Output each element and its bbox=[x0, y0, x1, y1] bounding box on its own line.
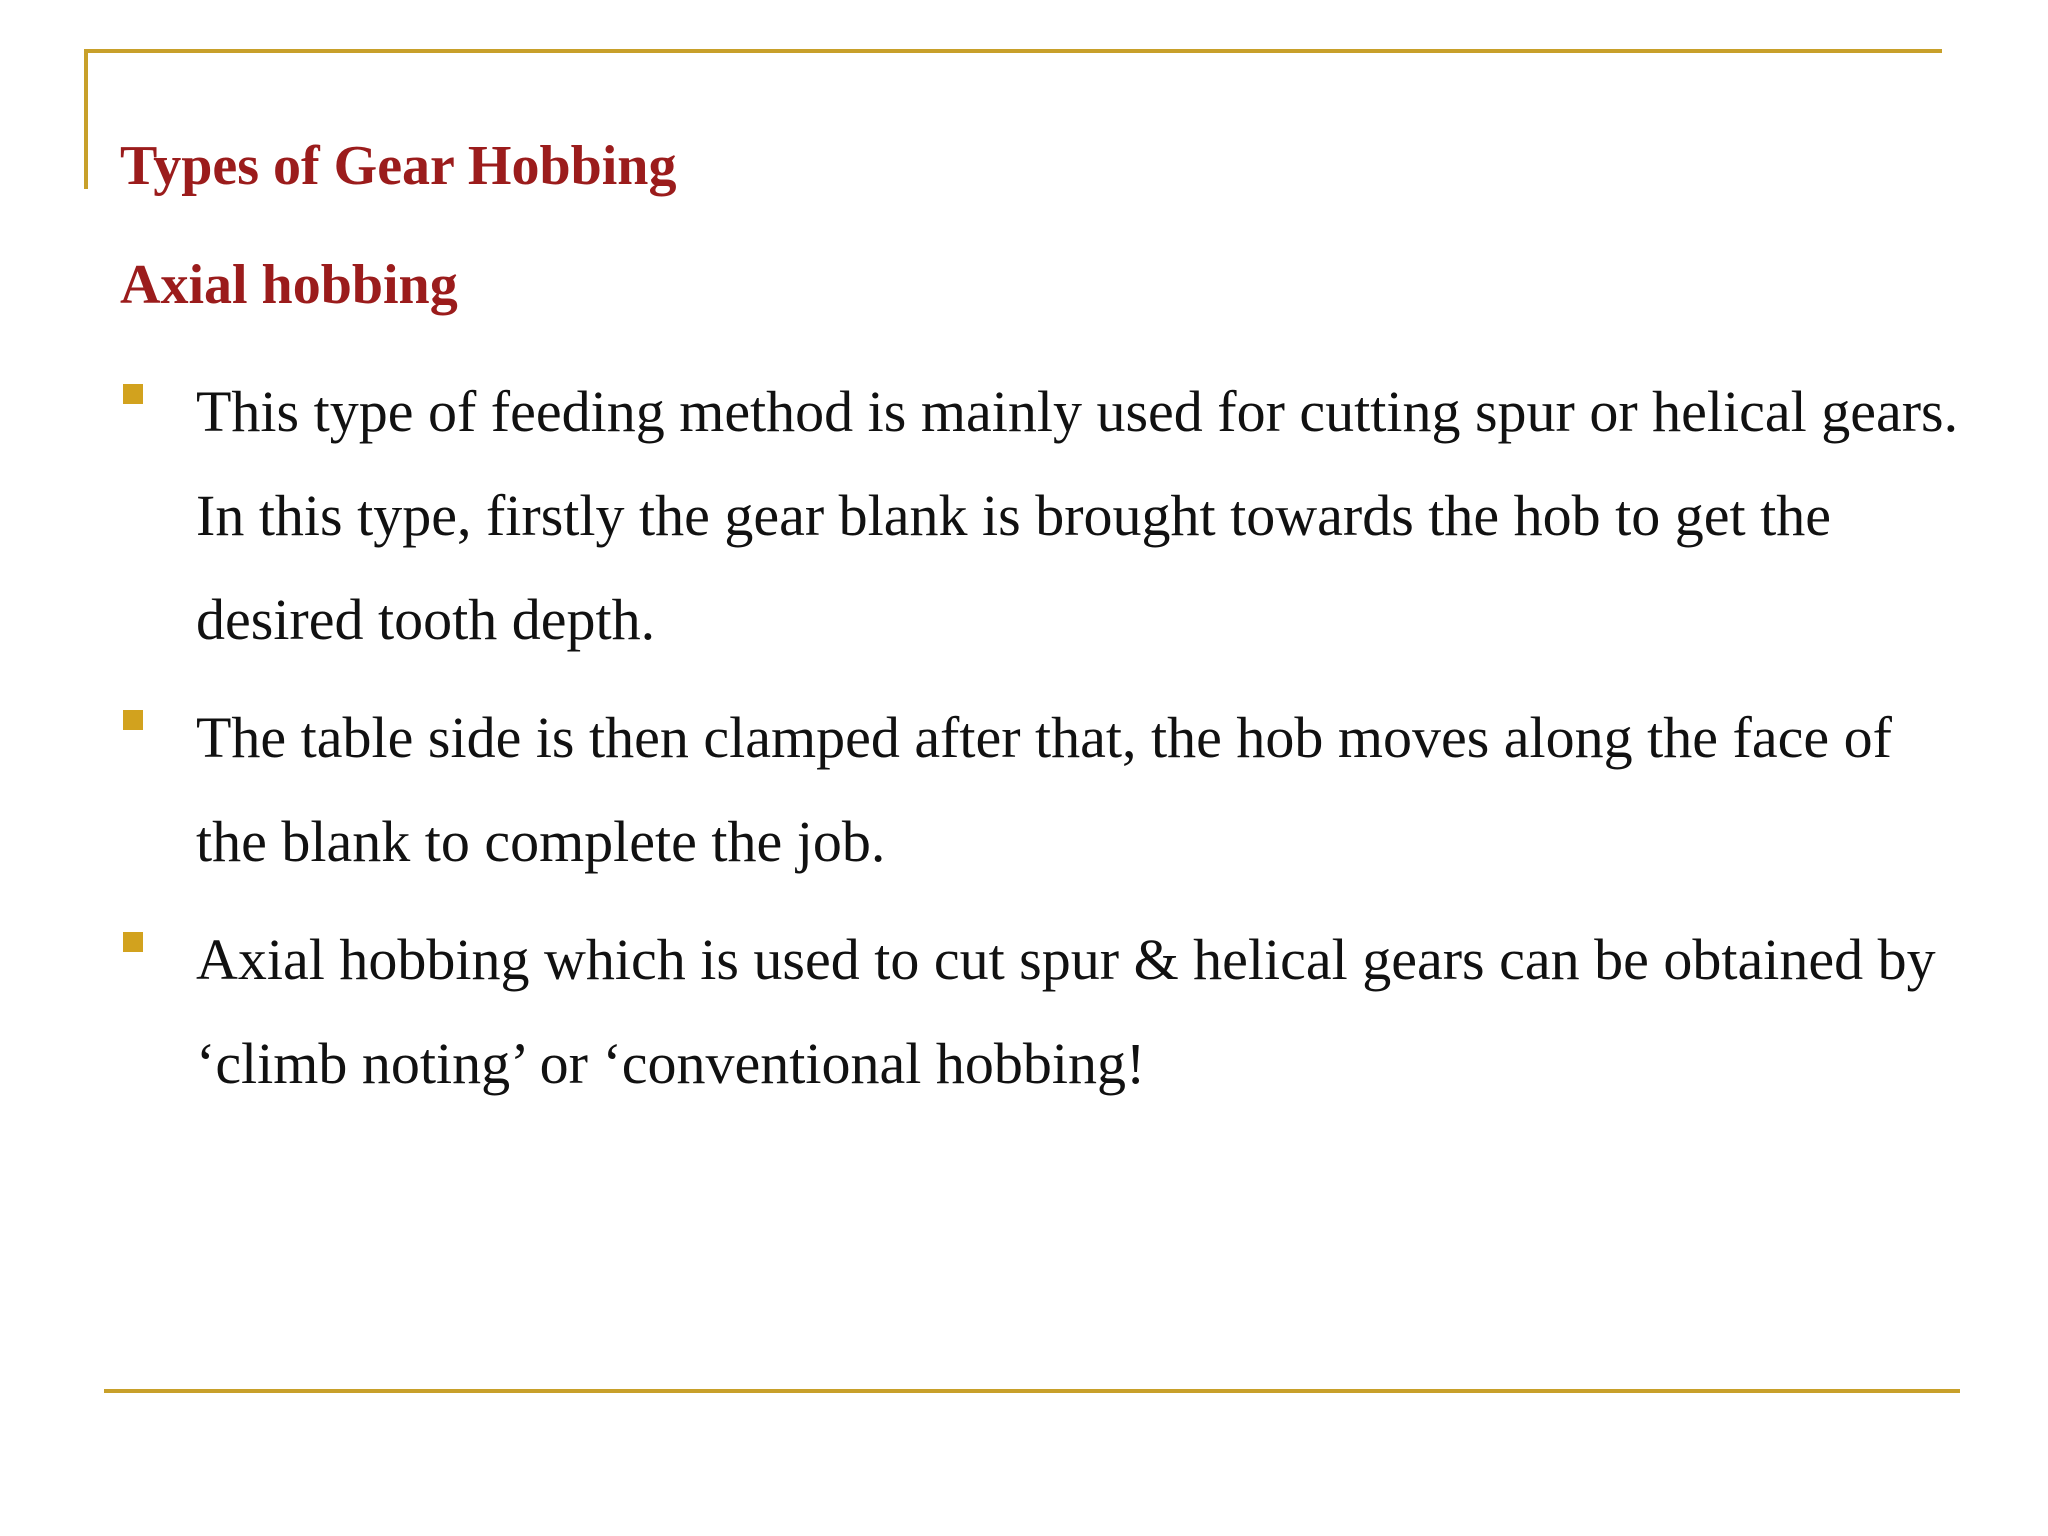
frame-left-line bbox=[84, 49, 88, 189]
frame-bottom-line bbox=[104, 1389, 1960, 1393]
bullet-text: Axial hobbing which is used to cut spur & helical gears can be obtained by ‘climb noting’ or ‘conventional hobbing! bbox=[196, 927, 1936, 1096]
bullet-item bbox=[120, 908, 1970, 1116]
frame-top-line bbox=[84, 49, 1942, 53]
bullet-list bbox=[120, 360, 1970, 1130]
square-bullet-icon bbox=[123, 384, 143, 404]
square-bullet-icon bbox=[123, 710, 143, 730]
square-bullet-icon bbox=[123, 932, 143, 952]
section-heading: Axial hobbing bbox=[120, 254, 458, 316]
bullet-text: The table side is then clamped after that, the hob moves along the face of the blank to complete the job. bbox=[196, 705, 1892, 874]
bullet-text: This type of feeding method is mainly used for cutting spur or helical gears. In this type, firstly the gear blank is brought towards the hob to get the desired tooth depth. bbox=[196, 379, 1959, 652]
bullet-item bbox=[120, 360, 1970, 672]
bullet-item bbox=[120, 686, 1970, 894]
slide-title: Types of Gear Hobbing bbox=[120, 135, 677, 197]
